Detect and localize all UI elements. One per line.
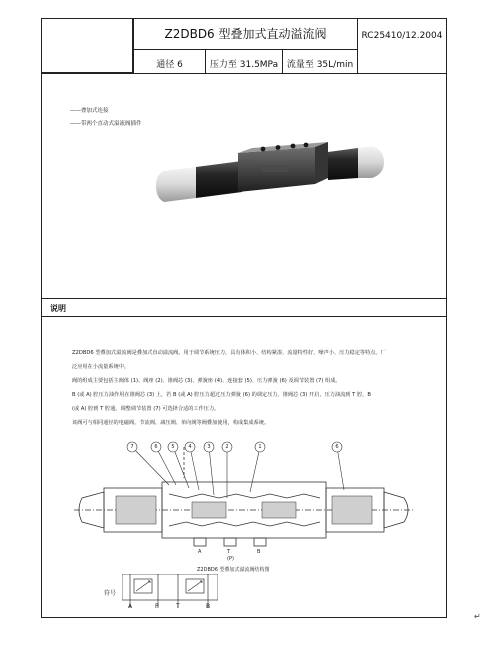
- spec-bore: 通径 6: [156, 60, 183, 70]
- desc-heading-line: [41, 316, 447, 317]
- diagram-port-p: (P): [227, 556, 234, 562]
- desc-line: Z2DBD6 型叠加式溢流阀是叠加式直动溢流阀。用于调节系统压力，具有体积小、结构紧凑、流量特性好、噪声小、压力稳定等特点。厂: [72, 350, 386, 356]
- section-heading: 说明: [50, 304, 66, 313]
- symbol-port-p: P: [155, 603, 159, 610]
- callout-leader: [132, 447, 169, 485]
- header-bottom-line: [41, 73, 447, 74]
- spec-flow: 流量至 35L/min: [286, 60, 354, 70]
- symbol-label: 符号: [104, 590, 117, 597]
- callout-leader: [156, 447, 176, 485]
- callout-7: 7: [130, 444, 134, 450]
- desc-line: 该阀可与相同通径的电磁阀、节流阀、减压阀、单向阀等阀叠加使用，构成集成系统。: [72, 420, 270, 426]
- paragraph-mark: ↵: [474, 612, 481, 621]
- desc-line: 阀的组成主要包括主阀体 (1)、阀座 (2)、锥阀芯 (3)、弹簧座 (4)、连接套 (5)、压力弹簧 (6) 及调节装置 (7) 组成。: [72, 378, 341, 384]
- symbol-port-t: T: [176, 603, 180, 610]
- feature-stacking: ——叠加式连接: [70, 108, 109, 114]
- doc-code: RC25410/12.2004: [361, 31, 443, 41]
- product-photo: [150, 138, 390, 218]
- code-divider: [357, 18, 358, 73]
- callout-leader: [209, 447, 214, 495]
- feature-cartridges: ——带两个直动式溢流阀插件: [70, 121, 142, 127]
- header-mid-line: [133, 49, 358, 50]
- hydraulic-symbol: [122, 574, 218, 610]
- diagram-port-t: T: [227, 549, 231, 555]
- page-title: Z2DBD6 型叠加式直动溢流阀: [164, 27, 327, 41]
- frame-bottom: [41, 617, 447, 618]
- cross-section-diagram: [74, 440, 414, 550]
- callout-6: 6: [154, 444, 158, 450]
- symbol-port-a: A: [128, 603, 133, 610]
- spec-pressure: 压力至 31.5MPa: [209, 60, 279, 70]
- callout-2: 2: [225, 444, 229, 450]
- symbol-port-b: B: [206, 603, 211, 610]
- callout-leader: [337, 447, 344, 490]
- diagram-port-a: A: [198, 549, 202, 555]
- callout-leader: [190, 447, 199, 490]
- logo-box: [42, 19, 132, 72]
- callout-leader: [250, 447, 260, 492]
- desc-top-line: [41, 298, 447, 299]
- diagram-port-b: B: [257, 549, 261, 555]
- desc-line: 泛应用在小流量系统中。: [72, 364, 130, 370]
- callout-3: 3: [207, 444, 211, 450]
- diagram-caption: Z2DBD6 型叠加式溢流阀结构图: [197, 567, 270, 573]
- callout-6-right: 6: [335, 444, 339, 450]
- callout-4: 4: [188, 444, 192, 450]
- desc-line: (或 A) 腔到 T 腔通。调整调节装置 (7) 可选择合适的工作压力。: [72, 406, 220, 412]
- frame-left: [41, 18, 42, 618]
- frame-right: [446, 18, 447, 618]
- callout-1: 1: [258, 444, 262, 450]
- desc-line: B (或 A) 腔压力油作用在锥阀芯 (3) 上，若 B (或 A) 腔压力超过压力弹簧 (6) 的调定压力，锥阀芯 (3) 开启，压力油流到 T 腔，B: [72, 392, 371, 398]
- callout-5: 5: [171, 444, 175, 450]
